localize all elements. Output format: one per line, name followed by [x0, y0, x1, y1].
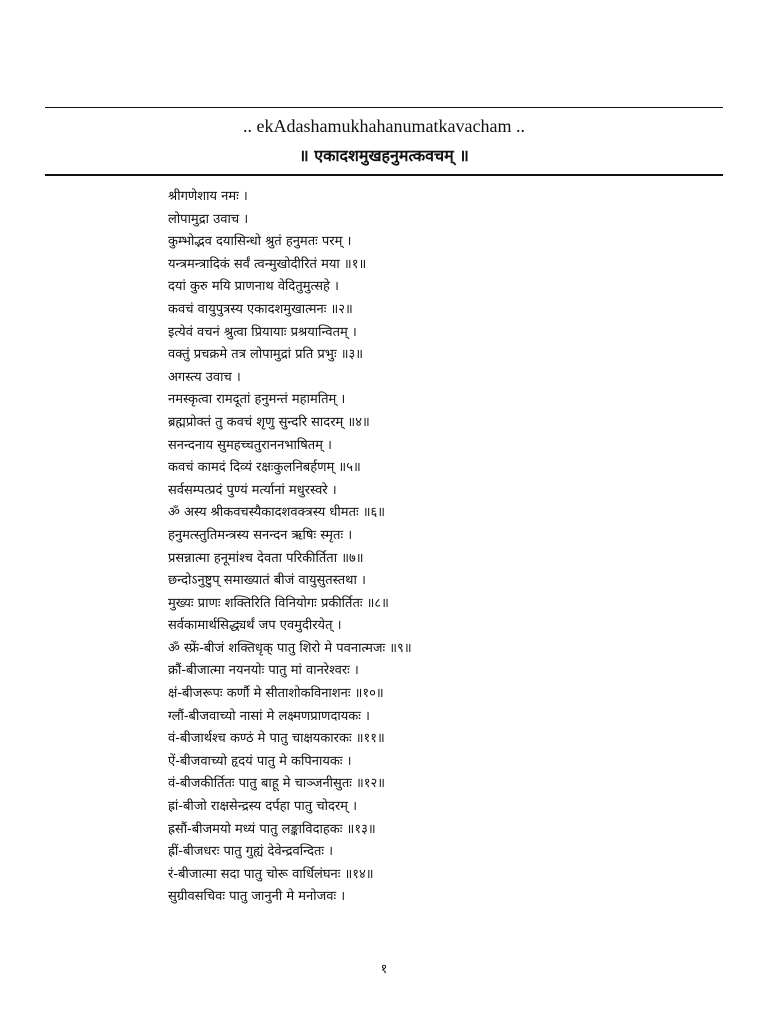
verse-line: रं-बीजात्मा सदा पातु चोरू वार्धिलंघनः ॥१४॥ — [168, 866, 374, 882]
verse-line: ॐ स्फ्रें-बीजं शक्तिधृक् पातु शिरो मे पवनात्मजः ॥९॥ — [168, 640, 412, 656]
verse-line: ब्रह्मप्रोक्तं तु कवचं श‍ृणु सुन्दरि सादरम् ॥४॥ — [168, 414, 370, 430]
verse-line: क्षं-बीजरूपः कर्णौ मे सीताशोकविनाशनः ॥१०॥ — [168, 686, 384, 702]
verse-line: दयां कुरु मयि प्राणनाथ वेदितुमुत्सहे । — [168, 279, 339, 295]
top-rule — [45, 107, 723, 108]
verse-line: ह्रसौं-बीजमयो मध्यं पातु लङ्काविदाहकः ॥१३॥ — [168, 821, 376, 837]
verse-line: इत्येवं वचनं श्रुत्वा प्रियायाः प्रश्रयान्वितम् । — [168, 324, 357, 340]
verse-line: ऐं-बीजवाच्यो हृदयं पातु मे कपिनायकः । — [168, 753, 352, 769]
verse-line: सर्वकामार्थसिद्ध्यर्थं जप एवमुदीरयेत् । — [168, 618, 342, 634]
title-transliteration: .. ekAdashamukhahanumatkavacham .. — [243, 116, 525, 136]
verse-list — [168, 186, 708, 909]
verse-line: श्रीगणेशाय नमः । — [168, 189, 248, 204]
verse-line: क्रौं-बीजात्मा नयनयोः पातु मां वानरेश्वरः । — [168, 663, 359, 679]
verse-line: सुग्रीवसचिवः पातु जानुनी मे मनोजवः । — [168, 889, 346, 905]
verse-line: वक्तुं प्रचक्रमे तत्र लोपामुद्रां प्रति प्रभुः ॥३॥ — [168, 347, 364, 363]
verse-line: ॐ अस्य श्रीकवचस्यैकादशवक्त्रस्य धीमतः ॥६॥ — [168, 505, 386, 521]
verse-line: अगस्त्य उवाच । — [168, 369, 241, 385]
verse-line: सनन्दनाय सुमहच्चतुराननभाषितम् । — [168, 437, 332, 453]
verse-line: सर्वसम्पत्प्रदं पुण्यं मर्त्यानां मधुरस्वरे । — [168, 482, 337, 498]
verse-line: नमस्कृत्वा रामदूतां हनुमन्तं महामतिम् । — [168, 392, 346, 408]
verse-line: हनुमत्स्तुतिमन्त्रस्य सनन्दन ऋषिः स्मृतः । — [168, 527, 353, 543]
verse-line: लोपामुद्रा उवाच । — [168, 211, 249, 227]
verse-line: कवचं वायुपुत्रस्य एकादशमुखात्मनः ॥२॥ — [168, 301, 353, 317]
verse-line: कवचं कामदं दिव्यं रक्षःकुलनिबर्हणम् ॥५॥ — [168, 460, 361, 476]
verse-line: वं-बीजार्थश्च कण्ठं मे पातु चाक्षयकारकः ॥११॥ — [168, 731, 385, 747]
verse-line: ह्रां-बीजो राक्षसेन्द्रस्य दर्पहा पातु चोदरम् । — [168, 799, 357, 815]
verse-line: ग्लौं-बीजवाच्यो नासां मे लक्ष्मणप्राणदायकः । — [168, 708, 370, 724]
page-number: १ — [380, 962, 388, 977]
verse-line: वं-बीजकीर्तितः पातु बाहू मे चाञ्जनीसुतः ॥१२॥ — [168, 776, 386, 792]
verse-line: कुम्भोद्भव दयासिन्धो श्रुतं हनुमतः परम् । — [168, 234, 352, 250]
verse-line: यन्त्रमन्त्रादिकं सर्वं त्वन्मुखोदीरितं मया ॥१॥ — [168, 256, 367, 272]
verse-line: छन्दोऽनुष्टुप् समाख्यातं बीजं वायुसुतस्तथा । — [168, 573, 366, 589]
verse-line: ह्रीं-बीजधरः पातु गुह्यं देवेन्द्रवन्दितः । — [168, 844, 334, 860]
bottom-rule — [45, 174, 723, 176]
verse-line: प्रसन्नात्मा हनूमांश्च देवता परिकीर्तिता ॥७॥ — [168, 550, 364, 566]
title-devanagari: ॥ एकादशमुखहनुमत्कवचम् ॥ — [299, 146, 469, 165]
verse-line: मुख्यः प्राणः शक्तिरिति विनियोगः प्रकीर्तितः ॥८॥ — [168, 595, 389, 611]
